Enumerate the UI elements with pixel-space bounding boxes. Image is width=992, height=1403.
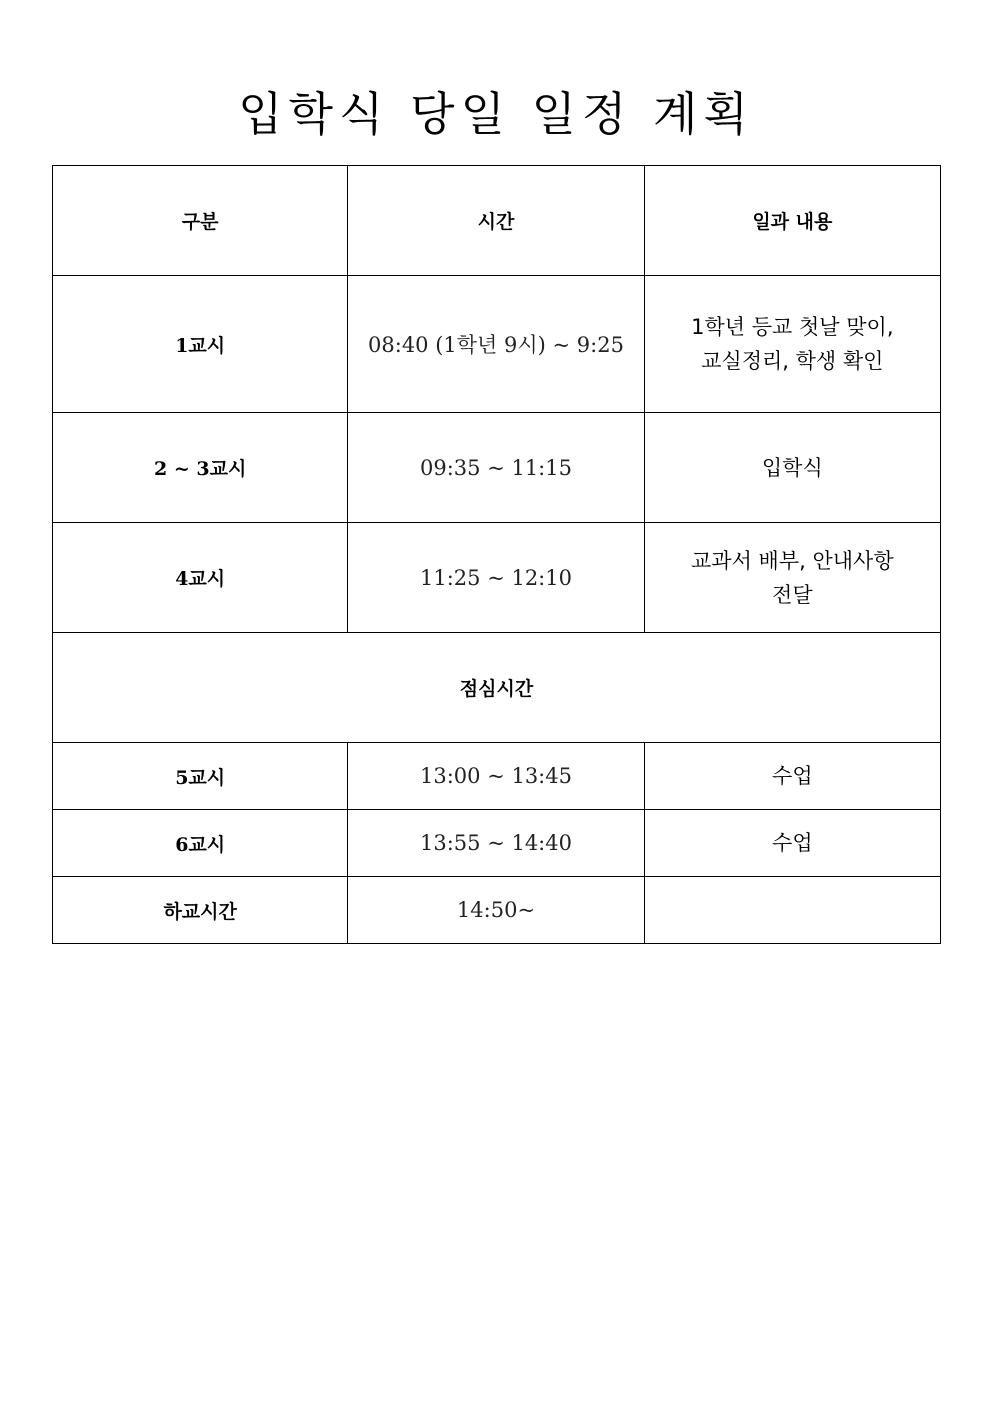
row-content xyxy=(644,523,940,633)
lunch-label: 점심시간 xyxy=(53,633,941,743)
row-content-line: 교과서 배부, 안내사항 xyxy=(691,548,894,573)
row-time: 11:25 ~ 12:10 xyxy=(348,523,644,633)
row-content-line: 1학년 등교 첫날 맞이, xyxy=(691,315,894,339)
table-row xyxy=(53,877,941,944)
row-content xyxy=(644,276,940,413)
table-row xyxy=(53,743,941,810)
header-content: 일과 내용 xyxy=(644,166,940,276)
row-time: 13:55 ~ 14:40 xyxy=(348,810,644,877)
table-row xyxy=(53,276,941,413)
table-row xyxy=(53,523,941,633)
row-content xyxy=(644,877,940,944)
row-category: 5교시 xyxy=(53,743,348,810)
row-content: 수업 xyxy=(644,743,940,810)
row-time: 09:35 ~ 11:15 xyxy=(348,413,644,523)
schedule-table xyxy=(52,165,941,944)
row-time: 08:40 (1학년 9시) ~ 9:25 xyxy=(348,276,644,413)
row-category: 1교시 xyxy=(53,276,348,413)
table-header-row xyxy=(53,166,941,276)
table-row xyxy=(53,810,941,877)
row-category: 2 ~ 3교시 xyxy=(53,413,348,523)
row-time: 14:50~ xyxy=(348,877,644,944)
header-category: 구분 xyxy=(53,166,348,276)
row-category: 4교시 xyxy=(53,523,348,633)
table-row xyxy=(53,413,941,523)
row-time: 13:00 ~ 13:45 xyxy=(348,743,644,810)
document-title: 입학식 당일 일정 계획 xyxy=(238,87,754,141)
row-content xyxy=(644,413,940,523)
lunch-row xyxy=(53,633,941,743)
row-content-line: 입학식 xyxy=(761,455,823,480)
header-time: 시간 xyxy=(348,166,644,276)
row-content-line: 전달 xyxy=(772,582,813,607)
row-category: 하교시간 xyxy=(53,877,348,944)
row-content: 수업 xyxy=(644,810,940,877)
row-content-line: 교실정리, 학생 확인 xyxy=(701,349,884,373)
row-category: 6교시 xyxy=(53,810,348,877)
